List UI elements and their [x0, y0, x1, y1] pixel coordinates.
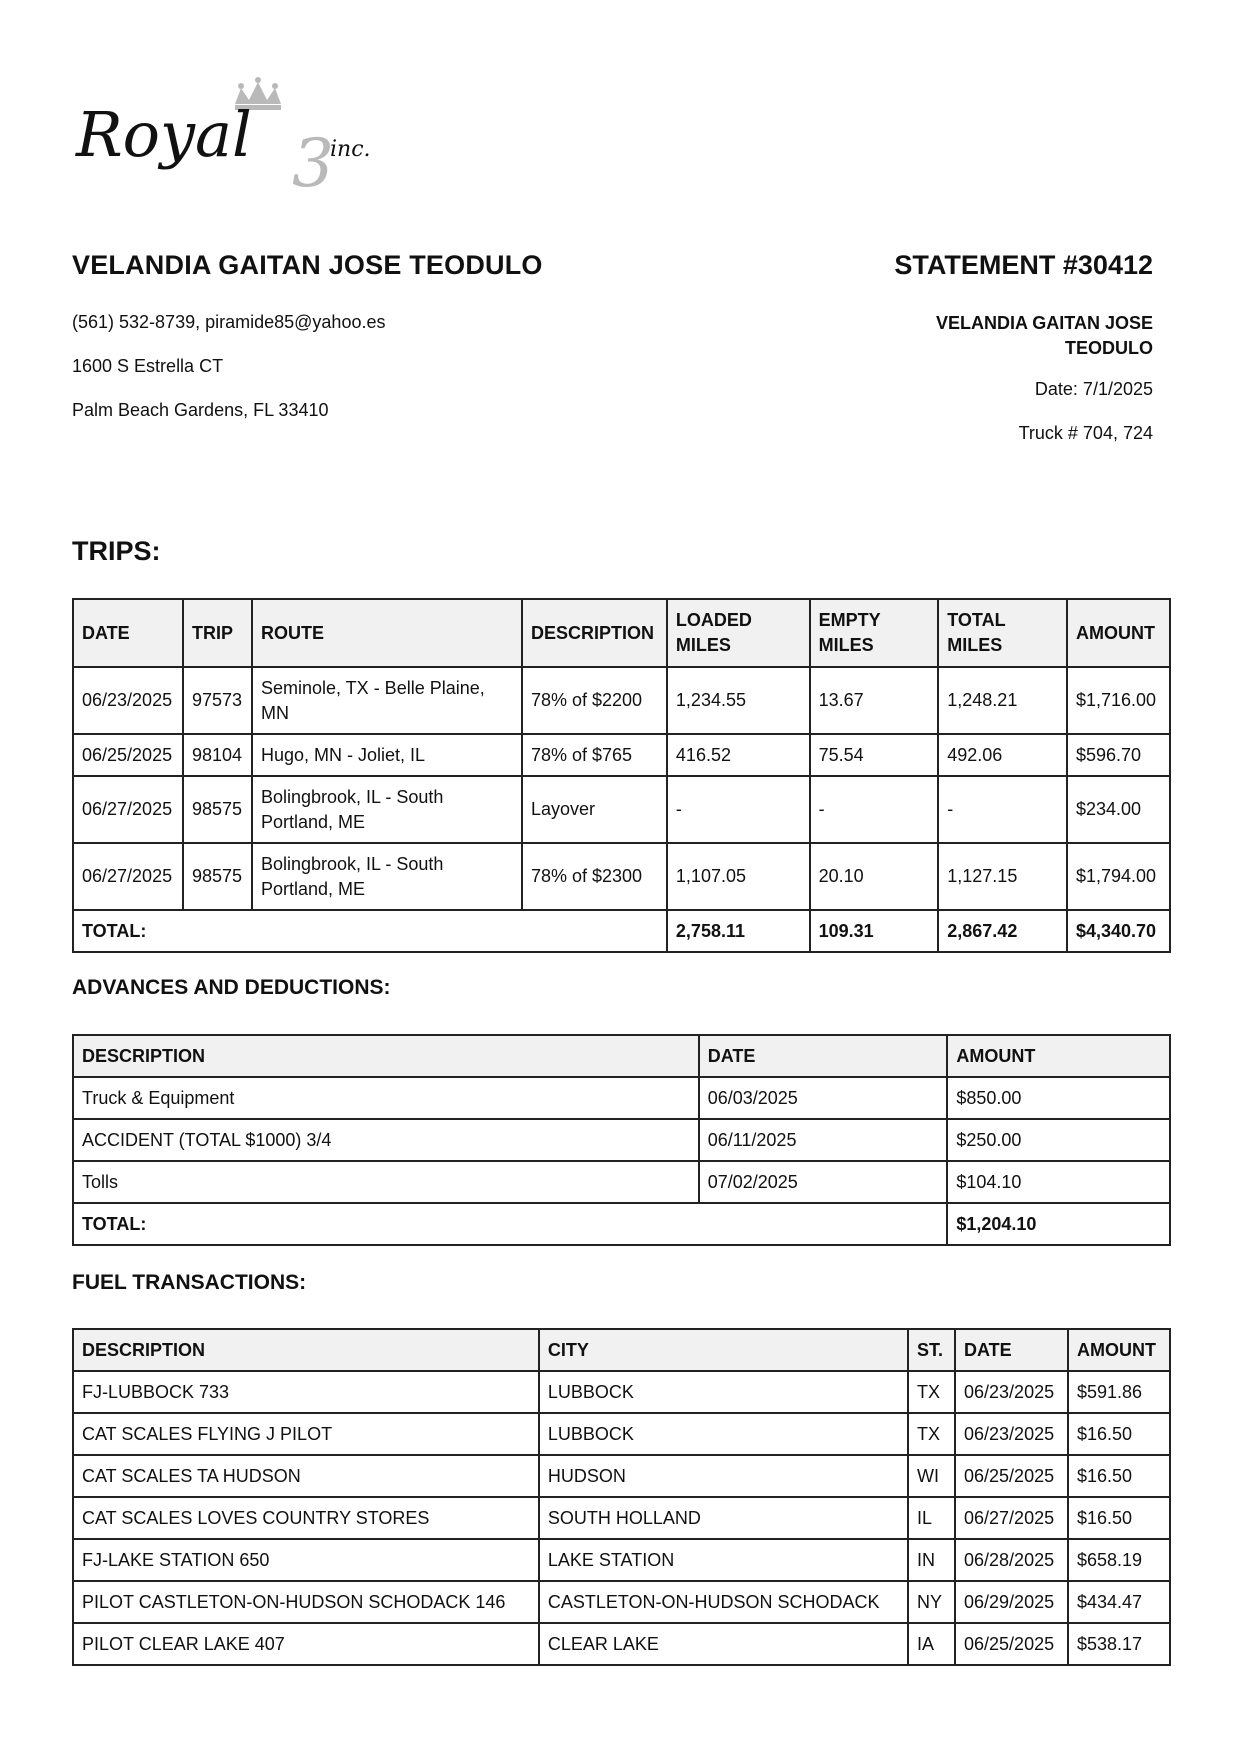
- table-cell: CAT SCALES TA HUDSON: [73, 1455, 539, 1497]
- total-amount: $4,340.70: [1067, 910, 1170, 952]
- table-cell: $16.50: [1068, 1413, 1170, 1455]
- table-row: [73, 1581, 1170, 1623]
- total-amount: $1,204.10: [947, 1203, 1170, 1245]
- table-cell: Hugo, MN - Joliet, IL: [252, 734, 522, 776]
- table-cell: $104.10: [947, 1161, 1170, 1203]
- table-row: [73, 1413, 1170, 1455]
- table-cell: $16.50: [1068, 1497, 1170, 1539]
- table-cell: LAKE STATION: [539, 1539, 908, 1581]
- table-cell: -: [810, 776, 939, 843]
- column-header: LOADED MILES: [667, 599, 810, 667]
- table-cell: 1,127.15: [938, 843, 1067, 910]
- table-cell: FJ-LAKE STATION 650: [73, 1539, 539, 1581]
- table-cell: 06/25/2025: [955, 1455, 1068, 1497]
- column-header: DATE: [955, 1329, 1068, 1371]
- table-cell: $250.00: [947, 1119, 1170, 1161]
- table-cell: 75.54: [810, 734, 939, 776]
- logo-wordmark: Royal: [76, 98, 252, 171]
- advances-table: [72, 1034, 1171, 1246]
- trips-total-row: [73, 910, 1170, 952]
- table-row: [73, 843, 1170, 910]
- column-header: DATE: [699, 1035, 948, 1077]
- driver-contact: (561) 532-8739, piramide85@yahoo.es: [72, 312, 386, 332]
- statement-driver-name-line2: TEODULO: [1065, 338, 1153, 358]
- table-cell: 1,107.05: [667, 843, 810, 910]
- table-header-row: [73, 1035, 1170, 1077]
- statement-driver-name: [893, 311, 1153, 361]
- table-row: [73, 1161, 1170, 1203]
- table-cell: 06/25/2025: [73, 734, 183, 776]
- table-cell: 78% of $2200: [522, 667, 667, 734]
- table-cell: 98575: [183, 776, 252, 843]
- table-cell: 07/02/2025: [699, 1161, 948, 1203]
- column-header: CITY: [539, 1329, 908, 1371]
- table-cell: 06/27/2025: [73, 843, 183, 910]
- table-cell: $1,716.00: [1067, 667, 1170, 734]
- table-cell: -: [667, 776, 810, 843]
- table-cell: CASTLETON-ON-HUDSON SCHODACK: [539, 1581, 908, 1623]
- driver-address-line2: Palm Beach Gardens, FL 33410: [72, 400, 329, 420]
- statement-date: Date: 7/1/2025: [1034, 379, 1153, 399]
- table-cell: 98104: [183, 734, 252, 776]
- table-cell: ACCIDENT (TOTAL $1000) 3/4: [73, 1119, 699, 1161]
- column-header: TOTAL MILES: [938, 599, 1067, 667]
- driver-name-heading: VELANDIA GAITAN JOSE TEODULO: [72, 250, 543, 280]
- table-header-row: [73, 599, 1170, 667]
- table-cell: -: [938, 776, 1067, 843]
- table-cell: 20.10: [810, 843, 939, 910]
- table-cell: 492.06: [938, 734, 1067, 776]
- statement-driver-name-line1: VELANDIA GAITAN JOSE: [935, 313, 1153, 333]
- table-cell: 06/23/2025: [73, 667, 183, 734]
- table-cell: 416.52: [667, 734, 810, 776]
- table-row: [73, 1119, 1170, 1161]
- total-loaded-miles: 2,758.11: [667, 910, 810, 952]
- fuel-section-title: FUEL TRANSACTIONS:: [72, 1271, 307, 1294]
- table-row: [73, 667, 1170, 734]
- table-cell: CAT SCALES FLYING J PILOT: [73, 1413, 539, 1455]
- table-cell: $234.00: [1067, 776, 1170, 843]
- table-cell: 06/29/2025: [955, 1581, 1068, 1623]
- column-header: EMPTY MILES: [810, 599, 939, 667]
- table-cell: $538.17: [1068, 1623, 1170, 1665]
- table-cell: 1,234.55: [667, 667, 810, 734]
- table-cell: $658.19: [1068, 1539, 1170, 1581]
- table-row: [73, 1371, 1170, 1413]
- table-cell: Truck & Equipment: [73, 1077, 699, 1119]
- advances-total-row: [73, 1203, 1170, 1245]
- table-cell: $1,794.00: [1067, 843, 1170, 910]
- table-cell: Layover: [522, 776, 667, 843]
- total-miles: 2,867.42: [938, 910, 1067, 952]
- statement-number-heading: STATEMENT #30412: [894, 250, 1153, 280]
- table-row: [73, 1077, 1170, 1119]
- driver-contact-block: [72, 312, 385, 444]
- table-cell: 06/25/2025: [955, 1623, 1068, 1665]
- table-cell: $850.00: [947, 1077, 1170, 1119]
- table-cell: $596.70: [1067, 734, 1170, 776]
- table-cell: TX: [908, 1413, 955, 1455]
- table-cell: 06/23/2025: [955, 1413, 1068, 1455]
- total-label: TOTAL:: [73, 1203, 947, 1245]
- table-cell: 78% of $2300: [522, 843, 667, 910]
- table-cell: Tolls: [73, 1161, 699, 1203]
- table-row: [73, 1539, 1170, 1581]
- statement-info-block: [893, 311, 1153, 443]
- truck-numbers: Truck # 704, 724: [1018, 423, 1153, 443]
- driver-address-line1: 1600 S Estrella CT: [72, 356, 224, 376]
- table-cell: IL: [908, 1497, 955, 1539]
- logo-numeral: 3: [292, 125, 334, 192]
- table-cell: CAT SCALES LOVES COUNTRY STORES: [73, 1497, 539, 1539]
- table-cell: 06/03/2025: [699, 1077, 948, 1119]
- column-header: DATE: [73, 599, 183, 667]
- table-cell: $434.47: [1068, 1581, 1170, 1623]
- table-cell: SOUTH HOLLAND: [539, 1497, 908, 1539]
- table-cell: PILOT CLEAR LAKE 407: [73, 1623, 539, 1665]
- total-label: TOTAL:: [73, 910, 667, 952]
- advances-section-title: ADVANCES AND DEDUCTIONS:: [72, 976, 391, 999]
- table-cell: $16.50: [1068, 1455, 1170, 1497]
- logo-suffix: inc.: [330, 137, 371, 162]
- table-cell: HUDSON: [539, 1455, 908, 1497]
- column-header: DESCRIPTION: [522, 599, 667, 667]
- table-cell: 1,248.21: [938, 667, 1067, 734]
- table-cell: IN: [908, 1539, 955, 1581]
- table-cell: 78% of $765: [522, 734, 667, 776]
- column-header: ST.: [908, 1329, 955, 1371]
- column-header: AMOUNT: [947, 1035, 1170, 1077]
- table-row: [73, 1623, 1170, 1665]
- table-cell: Bolingbrook, IL - South Portland, ME: [252, 843, 522, 910]
- table-cell: 13.67: [810, 667, 939, 734]
- table-row: [73, 734, 1170, 776]
- column-header: DESCRIPTION: [73, 1035, 699, 1077]
- table-cell: Bolingbrook, IL - South Portland, ME: [252, 776, 522, 843]
- table-cell: TX: [908, 1371, 955, 1413]
- table-row: [73, 1455, 1170, 1497]
- table-cell: 06/28/2025: [955, 1539, 1068, 1581]
- table-cell: PILOT CASTLETON-ON-HUDSON SCHODACK 146: [73, 1581, 539, 1623]
- column-header: DESCRIPTION: [73, 1329, 539, 1371]
- table-cell: 06/27/2025: [955, 1497, 1068, 1539]
- table-cell: CLEAR LAKE: [539, 1623, 908, 1665]
- table-row: [73, 1497, 1170, 1539]
- table-cell: IA: [908, 1623, 955, 1665]
- column-header: TRIP: [183, 599, 252, 667]
- table-cell: 06/11/2025: [699, 1119, 948, 1161]
- trips-table: [72, 598, 1171, 953]
- company-logo: [72, 74, 392, 192]
- table-cell: Seminole, TX - Belle Plaine, MN: [252, 667, 522, 734]
- table-cell: 97573: [183, 667, 252, 734]
- fuel-table: [72, 1328, 1171, 1666]
- table-cell: WI: [908, 1455, 955, 1497]
- table-cell: $591.86: [1068, 1371, 1170, 1413]
- column-header: AMOUNT: [1067, 599, 1170, 667]
- total-empty-miles: 109.31: [810, 910, 939, 952]
- table-header-row: [73, 1329, 1170, 1371]
- table-cell: 06/23/2025: [955, 1371, 1068, 1413]
- table-cell: LUBBOCK: [539, 1371, 908, 1413]
- table-cell: 06/27/2025: [73, 776, 183, 843]
- table-cell: NY: [908, 1581, 955, 1623]
- trips-section-title: TRIPS:: [72, 536, 161, 566]
- column-header: ROUTE: [252, 599, 522, 667]
- table-cell: FJ-LUBBOCK 733: [73, 1371, 539, 1413]
- table-row: [73, 776, 1170, 843]
- table-cell: LUBBOCK: [539, 1413, 908, 1455]
- column-header: AMOUNT: [1068, 1329, 1170, 1371]
- table-cell: 98575: [183, 843, 252, 910]
